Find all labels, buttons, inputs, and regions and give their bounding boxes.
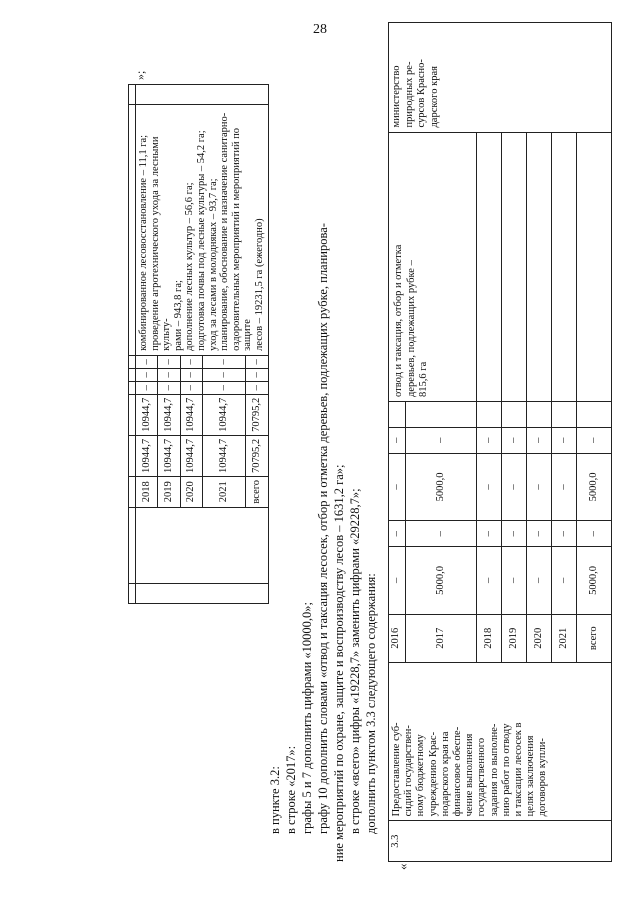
description-line: нодарского края на [439, 731, 451, 817]
dash-cell: – [406, 427, 477, 453]
result-line: проведение агротехнического ухода за лесными культу- [149, 136, 173, 351]
value-cell: – [477, 453, 502, 521]
description-line: учреждению Крас- [427, 731, 439, 817]
value-cell: 10944,7 [203, 435, 246, 476]
year-cell: 2018 [136, 476, 158, 507]
item-number-cell: 3.3 [389, 821, 612, 862]
year-cell: 2018 [477, 614, 502, 662]
dash-cell: – [389, 521, 406, 547]
dash-cell: – [552, 521, 577, 547]
value-cell: 70795,2 [246, 394, 268, 435]
value-cell: 10944,7 [158, 435, 180, 476]
dash-cell: – [552, 427, 577, 453]
value-cell: 10944,7 [180, 435, 202, 476]
dash-cell: – [203, 355, 246, 368]
empty-cell [406, 401, 477, 427]
year-cell: 2020 [180, 476, 202, 507]
description-line: Предоставление суб- [391, 722, 402, 817]
paragraph-line: в пункте 3.2: [268, 766, 282, 834]
value-cell: – [527, 547, 552, 615]
executor-cell [389, 23, 612, 133]
description-line: государственного [476, 737, 488, 817]
paragraph-line: ние мероприятий по охране, защите и воспроизводству лесов – 1631,2 га»; [332, 464, 346, 862]
result-line: дополнение лесных культур – 56,6 га; [184, 182, 196, 351]
empty-cell [527, 132, 552, 401]
value-cell: – [527, 453, 552, 521]
description-line: и таксации лесосек в [513, 722, 525, 817]
dash-cell: – [136, 355, 158, 368]
paragraph-line: в строке «2017»: [284, 745, 298, 834]
rotated-page-content [70, 22, 610, 870]
dash-cell: – [180, 368, 202, 381]
paragraph-line: дополнить пунктом 3.3 следующего содержания: [364, 573, 378, 834]
dash-cell: – [527, 521, 552, 547]
value-cell: – [389, 453, 406, 521]
result-line: лесов – 19231,5 га (ежегодно) [253, 218, 265, 351]
year-cell: 2017 [406, 614, 477, 662]
dash-cell: – [246, 381, 268, 394]
paragraph-line: графу 10 дополнить словами «отвод и таксация лесосек, отбор и отметка деревьев, подлежащих рубке, планирова- [316, 223, 330, 834]
table-row [136, 85, 158, 604]
value-cell: 10944,7 [180, 394, 202, 435]
result-cell [389, 132, 477, 401]
result-line: планирование, обоснование и назначение санитарно- [219, 112, 231, 351]
results-cell [136, 105, 269, 356]
value-cell: – [502, 547, 527, 615]
result-line: оздоровительных мероприятий и мероприятий по защите [230, 127, 254, 351]
dash-cell: – [180, 381, 202, 394]
dash-cell: – [136, 381, 158, 394]
dash-cell: – [246, 368, 268, 381]
value-cell: – [552, 547, 577, 615]
empty-cell [527, 401, 552, 427]
dash-cell: – [246, 355, 268, 368]
table-item-3-3 [388, 22, 612, 862]
description-line: ному бюджетному [415, 734, 427, 817]
executor-line: министерство [391, 65, 402, 128]
year-cell: всего [577, 614, 612, 662]
dash-cell: – [136, 368, 158, 381]
year-cell: 2019 [158, 476, 180, 507]
value-cell: 10944,7 [203, 394, 246, 435]
result-line: деревьев, подлежащих рубке – [405, 260, 417, 397]
dash-cell: – [577, 521, 612, 547]
result-line: уход за лесами в молодняках – 93,7 га; [207, 178, 219, 351]
year-cell: всего [246, 476, 268, 507]
description-line: задания по выполне- [488, 723, 500, 817]
empty-cell [577, 132, 612, 401]
table-row [389, 23, 406, 862]
executor-line: дарского края [428, 66, 440, 128]
result-line: комбинированное лесовосстановление – 11,1 га; [138, 134, 149, 351]
dash-cell: – [527, 427, 552, 453]
year-cell: 2020 [527, 614, 552, 662]
dash-cell: – [389, 427, 406, 453]
dash-cell: – [477, 427, 502, 453]
value-cell: 10944,7 [158, 394, 180, 435]
dash-cell: – [203, 368, 246, 381]
description-line: нию работ по отводу [500, 723, 512, 817]
dash-cell: – [158, 355, 180, 368]
closing-quote-mark: »; [133, 70, 147, 80]
paragraph-line: в строке «всего» цифры «19228,7» заменить цифрами «29228,7»; [348, 488, 362, 834]
dash-cell: – [406, 521, 477, 547]
dash-cell: – [502, 521, 527, 547]
empty-cell [502, 132, 527, 401]
dash-cell: – [477, 521, 502, 547]
value-cell: – [552, 453, 577, 521]
year-cell: 2016 [389, 614, 406, 662]
year-cell: 2021 [203, 476, 246, 507]
value-cell: 5000,0 [406, 453, 477, 521]
result-line: 815,6 га [418, 361, 429, 397]
empty-cell [502, 401, 527, 427]
empty-cell [477, 401, 502, 427]
open-quote-mark: « [395, 863, 410, 870]
result-line: отвод и таксация, отбор и отметка [393, 244, 404, 397]
value-cell: 10944,7 [136, 394, 158, 435]
page-number: 28 [313, 22, 327, 37]
empty-cell [389, 401, 406, 427]
year-cell: 2019 [502, 614, 527, 662]
value-cell: 5000,0 [577, 453, 612, 521]
executor-line: природных ре- [403, 61, 415, 128]
value-cell: – [477, 547, 502, 615]
empty-cell [477, 132, 502, 401]
paragraph-line: графы 5 и 7 дополнить цифрами «10000,0»; [300, 601, 314, 834]
value-cell: 70795,2 [246, 435, 268, 476]
result-line: подготовка почвы под лесные культуры – 54,2 га; [195, 130, 207, 351]
value-cell: – [389, 547, 406, 615]
result-line: рами – 943,8 га; [172, 280, 184, 351]
description-line: чение выполнения [464, 733, 476, 817]
dash-cell: – [158, 368, 180, 381]
dash-cell: – [203, 381, 246, 394]
empty-cell [552, 401, 577, 427]
year-cell: 2021 [552, 614, 577, 662]
executor-line: сурсов Красно- [416, 59, 427, 128]
dash-cell: – [502, 427, 527, 453]
description-line: договоров купли- [537, 738, 549, 817]
dash-cell: – [158, 381, 180, 394]
value-cell: 5000,0 [406, 547, 477, 615]
value-cell: 10944,7 [136, 435, 158, 476]
description-line: целях заключения [525, 735, 537, 817]
dash-cell: – [180, 355, 202, 368]
table-header-row [129, 85, 136, 604]
description-line: сидий государствен- [403, 725, 415, 817]
empty-cell [552, 132, 577, 401]
dash-cell: – [577, 427, 612, 453]
value-cell: – [502, 453, 527, 521]
item-description-cell [389, 662, 612, 821]
description-line: финансовое обеспе- [452, 726, 464, 817]
empty-cell [577, 401, 612, 427]
value-cell: 5000,0 [577, 547, 612, 615]
table-continuation [128, 84, 269, 604]
